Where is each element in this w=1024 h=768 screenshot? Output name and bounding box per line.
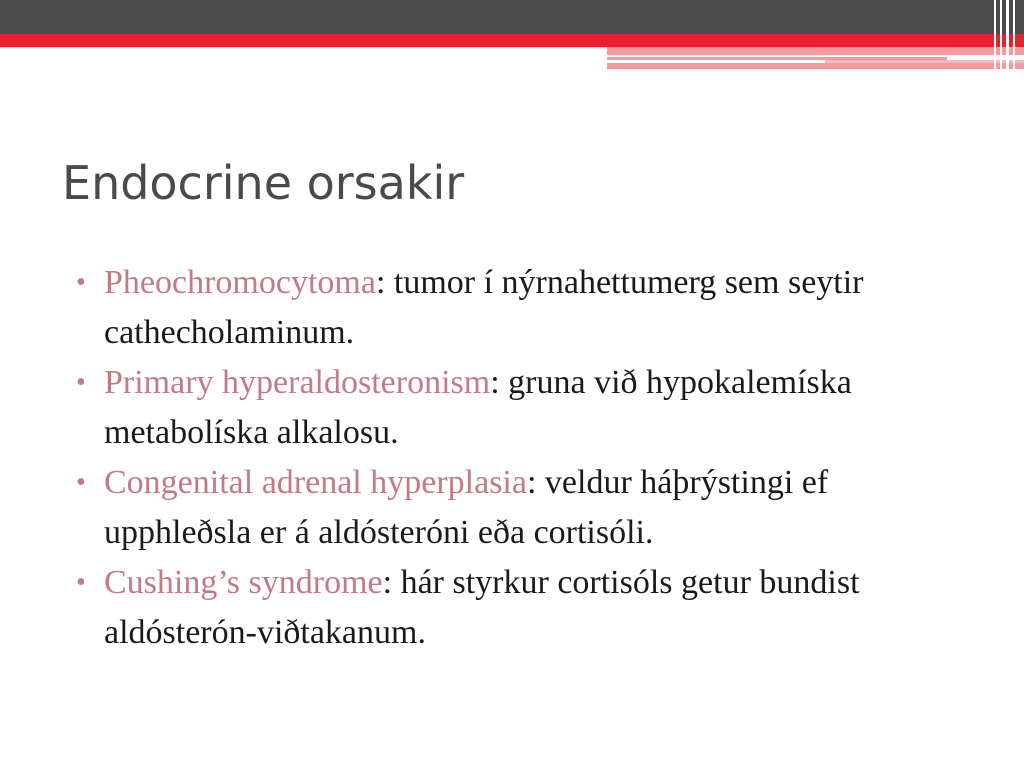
list-item: [76, 358, 956, 458]
term-label: Cushing’s syndrome: [104, 564, 383, 601]
header-red-bar: [0, 34, 1024, 47]
list-item: [76, 258, 956, 358]
term-separator: :: [375, 264, 386, 301]
term-label: Congenital adrenal hyperplasia: [104, 464, 527, 501]
header-pink-bar: [607, 47, 1024, 55]
bullet-icon: •: [76, 467, 86, 498]
term-label: Pheochromocytoma: [104, 264, 376, 301]
item-text: hár styrkur cortisóls getur bundist aldósterón-viðtakanum.: [104, 564, 860, 651]
item-text: tumor í nýrnahettumerg sem seytir cathecholaminum.: [104, 264, 864, 351]
header-dark-bar: [0, 0, 1024, 34]
bullet-icon: •: [76, 567, 86, 598]
header-pink-bar-lower: [607, 63, 1024, 69]
bullet-icon: •: [76, 367, 86, 398]
item-text: veldur háþrýstingi ef upphleðsla er á aldósteróni eða cortisóli.: [104, 464, 829, 551]
term-label: Primary hyperaldosteronism: [104, 364, 491, 401]
term-separator: :: [382, 564, 393, 601]
list-item: [76, 558, 956, 658]
list-item: [76, 458, 956, 558]
header-right-stripes: [990, 0, 1024, 70]
bullet-icon: •: [76, 267, 86, 298]
item-text: gruna við hypokalemíska metabolíska alkalosu.: [104, 364, 852, 451]
bullet-list: [76, 258, 956, 658]
term-separator: :: [490, 364, 500, 401]
slide-title: Endocrine orsakir: [62, 156, 465, 210]
term-separator: :: [526, 464, 537, 501]
